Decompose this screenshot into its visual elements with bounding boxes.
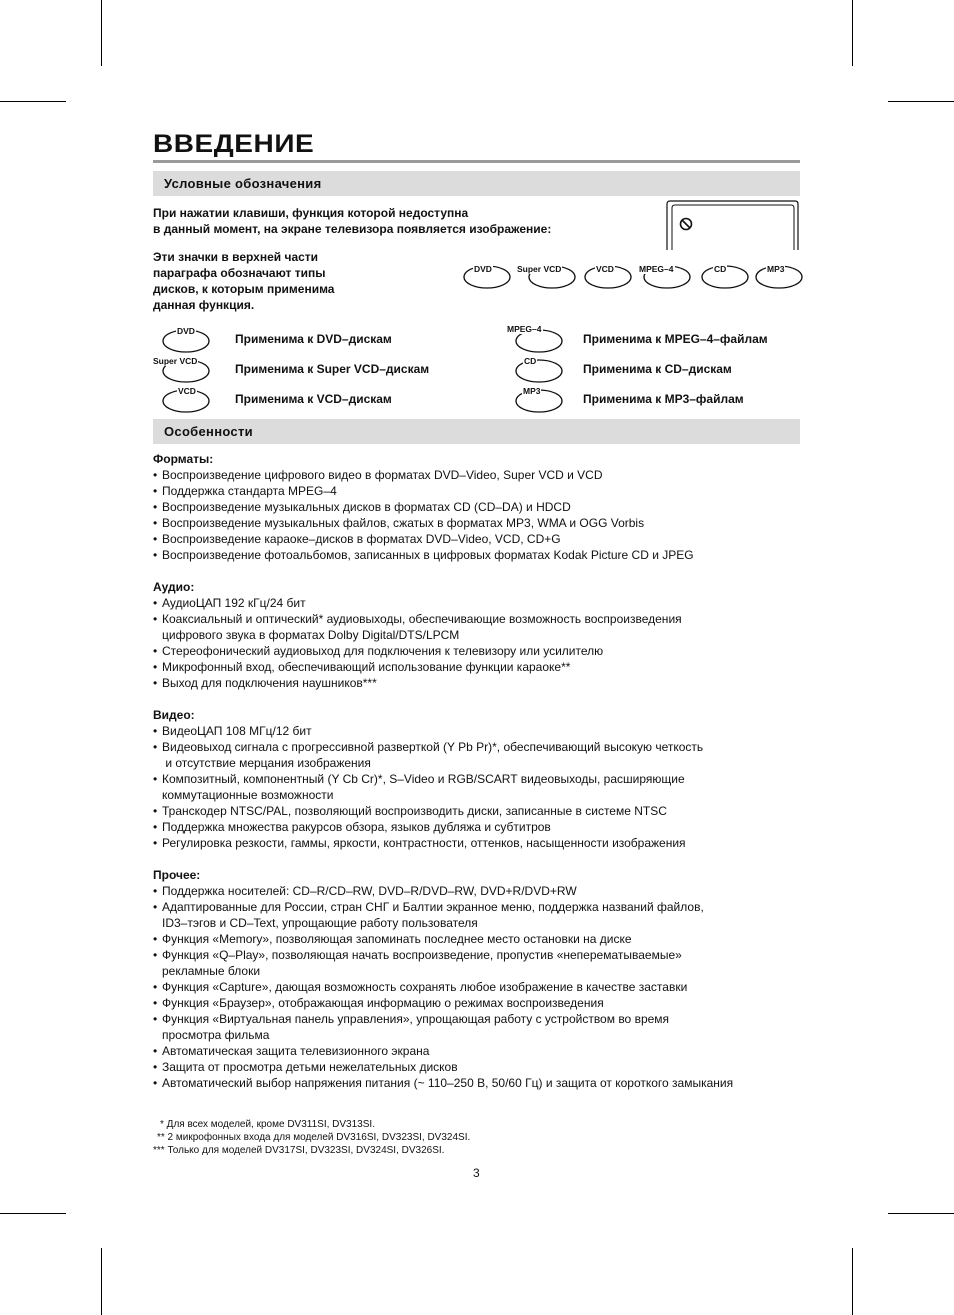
feature-item xyxy=(153,723,813,739)
footnote: ** 2 микрофонных входа для моделей DV316SI, DV323SI, DV324SI. xyxy=(157,1132,471,1143)
feature-item xyxy=(153,947,813,979)
feature-item xyxy=(153,739,813,771)
feature-item-line: • Воспроизведение музыкальных дисков в форматах CD (CD–DA) и HDCD xyxy=(162,500,571,514)
legend-mp3-icon: MP3 xyxy=(506,386,566,414)
feature-item-line: • Функция «Capture», дающая возможность сохранять любое изображение в качестве заставки xyxy=(162,980,688,994)
feature-item-line: • Стереофонический аудиовыход для подключения к телевизору или усилителю xyxy=(162,644,604,658)
features-group-heading: Форматы: xyxy=(153,452,214,466)
feature-item xyxy=(153,979,813,995)
feature-item-line: • Выход для подключения наушников*** xyxy=(162,676,377,690)
crop-mark xyxy=(888,101,954,102)
group-spacer xyxy=(153,851,813,867)
feature-item-line: • Транскодер NTSC/PAL, позволяющий воспроизводить диски, записанные в системе NTSC xyxy=(162,804,667,818)
section-header-legend xyxy=(153,171,800,196)
feature-item xyxy=(153,1059,813,1075)
legend-super-vcd-icon: Super VCD xyxy=(153,356,213,384)
feature-item xyxy=(153,931,813,947)
feature-item xyxy=(153,1011,813,1043)
feature-item-line: • АудиоЦАП 192 кГц/24 бит xyxy=(162,596,306,610)
crop-mark xyxy=(0,1213,66,1214)
feature-item xyxy=(153,995,813,1011)
explanation-line: данная функция. xyxy=(153,298,255,312)
feature-item-line: • Воспроизведение караоке–дисков в форматах DVD–Video, VCD, CD+G xyxy=(162,532,561,546)
feature-item xyxy=(153,467,813,483)
disc-cd-icon: CD xyxy=(700,262,750,290)
legend-text: Применима к DVD–дискам xyxy=(235,332,392,346)
feature-item xyxy=(153,675,813,691)
feature-item-line: • Регулировка резкости, гаммы, яркости, контрастности, оттенков, насыщенности изображения xyxy=(162,836,686,850)
footnote: * Для всех моделей, кроме DV311SI, DV313SI. xyxy=(160,1119,375,1130)
legend-text: Применима к MP3–файлам xyxy=(583,392,744,406)
feature-item xyxy=(153,611,813,643)
crop-mark xyxy=(888,1213,954,1214)
crop-mark xyxy=(101,1248,102,1315)
feature-item-line: • Композитный, компонентный (Y Cb Cr)*, S–Video и RGB/SCART видеовыходы, расширяющие xyxy=(162,772,685,786)
intro-paragraph xyxy=(153,205,551,237)
feature-item xyxy=(153,595,813,611)
feature-item-line: • Поддержка стандарта MPEG–4 xyxy=(162,484,337,498)
features-group-heading: Прочее: xyxy=(153,868,201,882)
feature-item-line: коммутационные возможности xyxy=(162,788,334,802)
section-title: Условные обозначения xyxy=(164,176,322,191)
feature-item xyxy=(153,899,813,931)
feature-item-line: • Воспроизведение цифрового видео в форматах DVD–Video, Super VCD и VCD xyxy=(162,468,603,482)
feature-item-line: просмотра фильма xyxy=(162,1028,270,1042)
feature-item-line: • ВидеоЦАП 108 МГц/12 бит xyxy=(162,724,312,738)
legend-vcd-icon: VCD xyxy=(153,386,213,414)
disc-mpeg4-icon: MPEG–4 xyxy=(638,262,692,290)
feature-item-line: • Автоматический выбор напряжения питания (~ 110–250 В, 50/60 Гц) и защита от короткого замыкания xyxy=(162,1076,734,1090)
feature-item-line: • Микрофонный вход, обеспечивающий использование функции караоке** xyxy=(162,660,571,674)
legend-text: Применима к VCD–дискам xyxy=(235,392,392,406)
feature-item xyxy=(153,1043,813,1059)
crop-mark xyxy=(852,1248,853,1315)
feature-item-line: • Автоматическая защита телевизионного экрана xyxy=(162,1044,430,1058)
features-group-heading: Видео: xyxy=(153,708,195,722)
feature-item-line: • Функция «Браузер», отображающая информацию о режимах воспроизведения xyxy=(162,996,604,1010)
icons-explanation xyxy=(153,249,334,313)
features-list xyxy=(153,451,813,1091)
page-number: 3 xyxy=(473,1166,480,1180)
group-spacer xyxy=(153,691,813,707)
feature-item-line: • Поддержка носителей: CD–R/CD–RW, DVD–R/DVD–RW, DVD+R/DVD+RW xyxy=(162,884,577,898)
prohibited-icon xyxy=(681,219,692,230)
section-header-features xyxy=(153,419,800,444)
group-spacer xyxy=(153,563,813,579)
feature-item-line: • Функция «Memory», позволяющая запоминать последнее место остановки на диске xyxy=(162,932,632,946)
explanation-line: параграфа обозначают типы xyxy=(153,266,326,280)
feature-item-line: • Видеовыход сигнала с прогрессивной разверткой (Y Pb Pr)*, обеспечивающий высокую четкость xyxy=(162,740,704,754)
section-title: Особенности xyxy=(164,424,253,439)
feature-item-line: и отсутствие мерцания изображения xyxy=(162,756,371,770)
page-title: ВВЕДЕНИЕ xyxy=(153,130,315,158)
feature-item xyxy=(153,835,813,851)
explanation-line: дисков, к которым применима xyxy=(153,282,335,296)
title-rule xyxy=(153,160,800,163)
explanation-line: Эти значки в верхней части xyxy=(153,250,319,264)
feature-item-line: цифрового звука в форматах Dolby Digital/DTS/LPCM xyxy=(162,628,460,642)
disc-mp3-icon: MP3 xyxy=(754,262,804,290)
intro-line: в данный момент, на экране телевизора появляется изображение: xyxy=(153,222,552,236)
feature-item-line: • Функция «Q–Play», позволяющая начать воспроизведение, пропустив «неперематываемые» xyxy=(162,948,682,962)
legend-cd-icon: CD xyxy=(506,356,566,384)
disc-dvd-icon: DVD xyxy=(462,262,512,290)
feature-item xyxy=(153,531,813,547)
intro-line: При нажатии клавиши, функция которой недоступна xyxy=(153,206,469,220)
feature-item-line: • Воспроизведение музыкальных файлов, сжатых в форматах MP3, WMA и OGG Vorbis xyxy=(162,516,645,530)
feature-item xyxy=(153,883,813,899)
legend-text: Применима к CD–дискам xyxy=(583,362,732,376)
crop-mark xyxy=(101,0,102,66)
feature-item xyxy=(153,499,813,515)
feature-item xyxy=(153,803,813,819)
feature-item xyxy=(153,483,813,499)
tv-screen-illustration xyxy=(666,200,799,250)
feature-item xyxy=(153,659,813,675)
disc-vcd-icon: VCD xyxy=(583,262,633,290)
feature-item xyxy=(153,819,813,835)
feature-item xyxy=(153,515,813,531)
crop-mark xyxy=(0,101,66,102)
disc-super-vcd-icon: Super VCD xyxy=(518,262,576,290)
feature-item-line: ID3–тэгов и CD–Text, упрощающие работу пользователя xyxy=(162,916,478,930)
feature-item-line: • Поддержка множества ракурсов обзора, языков дубляжа и субтитров xyxy=(162,820,551,834)
feature-item xyxy=(153,643,813,659)
feature-item-line: • Воспроизведение фотоальбомов, записанных в цифровых форматах Kodak Picture CD и JPEG xyxy=(162,548,694,562)
legend-mpeg4-icon: MPEG–4 xyxy=(506,324,566,354)
feature-item-line: • Коаксиальный и оптический* аудиовыходы, обеспечивающие возможность воспроизведения xyxy=(162,612,682,626)
feature-item xyxy=(153,547,813,563)
legend-text: Применима к Super VCD–дискам xyxy=(235,362,430,376)
features-group-heading: Аудио: xyxy=(153,580,195,594)
legend-dvd-icon: DVD xyxy=(153,326,213,354)
feature-item-line: • Функция «Виртуальная панель управления», упрощающая работу с устройством во время xyxy=(162,1012,670,1026)
feature-item-line: • Адаптированные для России, стран СНГ и Балтии экранное меню, поддержка названий файлов, xyxy=(162,900,704,914)
feature-item-line: рекламные блоки xyxy=(162,964,261,978)
footnote: *** Только для моделей DV317SI, DV323SI, DV324SI, DV326SI. xyxy=(153,1145,445,1156)
feature-item-line: • Защита от просмотра детьми нежелательных дисков xyxy=(162,1060,458,1074)
legend-text: Применима к MPEG–4–файлам xyxy=(583,332,768,346)
feature-item xyxy=(153,771,813,803)
crop-mark xyxy=(852,0,853,66)
feature-item xyxy=(153,1075,813,1091)
